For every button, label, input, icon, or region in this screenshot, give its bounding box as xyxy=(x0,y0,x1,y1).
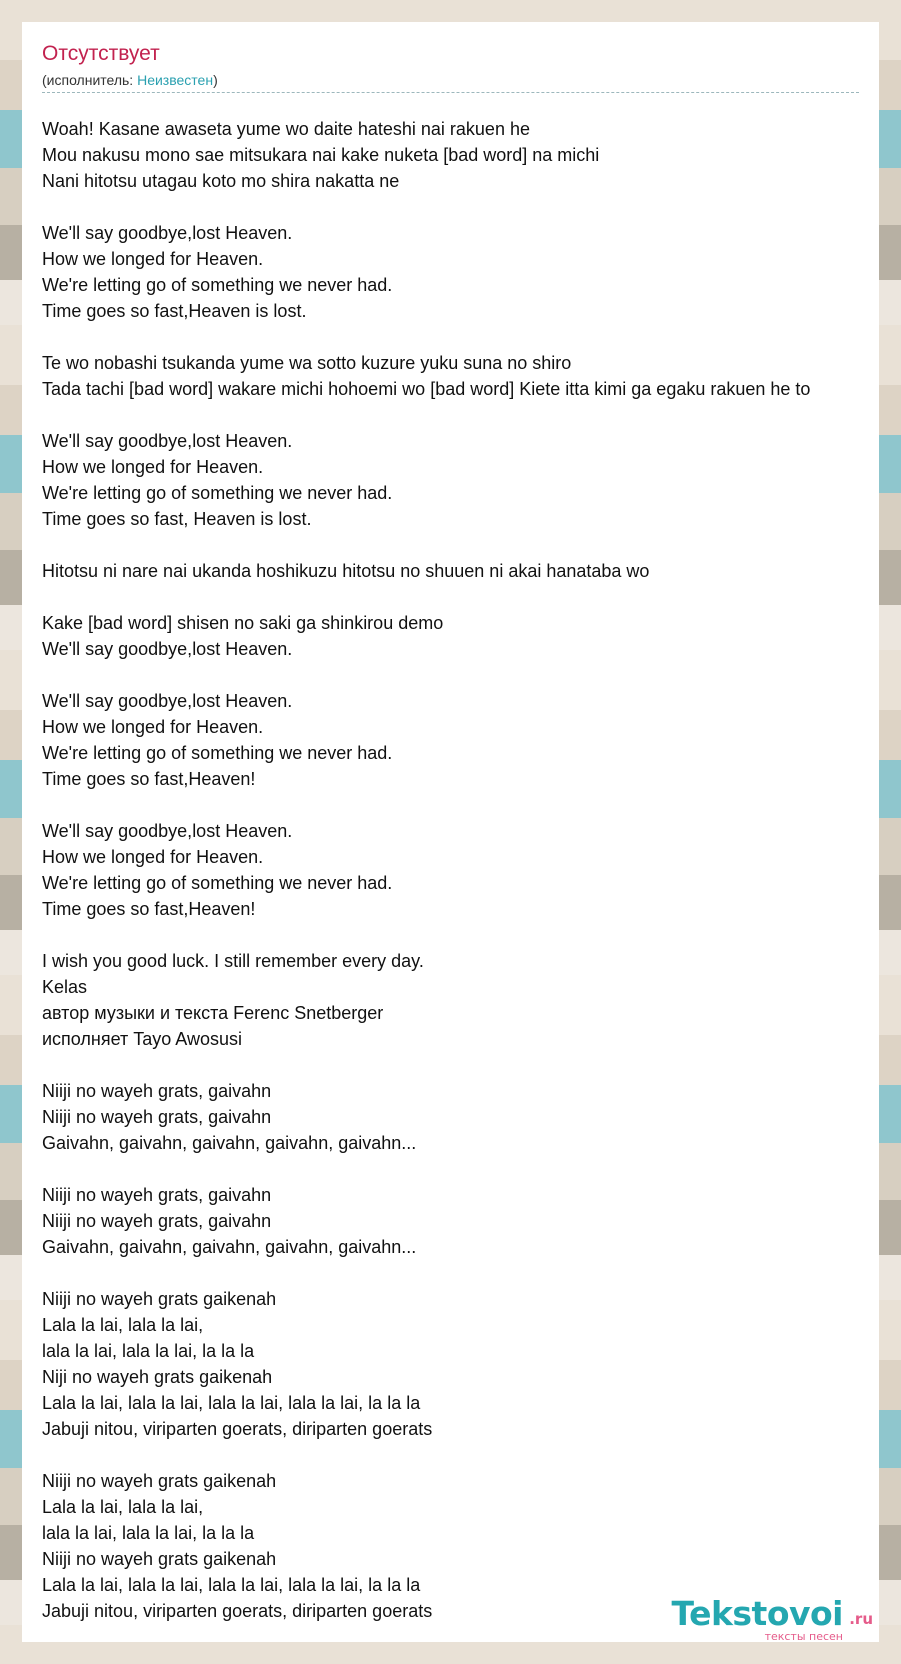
artist-line xyxy=(42,72,218,88)
lyric-line: Tada tachi [bad word] wakare michi hohoemi wo [bad word] Kiete itta kimi ga egaku rakuen he to xyxy=(42,379,811,399)
lyric-line: We're letting go of something we never had. xyxy=(42,743,393,763)
lyric-line: Niiji no wayeh grats, gaivahn xyxy=(42,1211,272,1231)
lyric-line xyxy=(42,662,879,688)
lyric-line: Woah! Kasane awaseta yume wo daite hateshi nai rakuen he xyxy=(42,119,530,139)
lyric-line: Niji no wayeh grats gaikenah xyxy=(42,1367,273,1387)
lyric-line: We're letting go of something we never had. xyxy=(42,873,393,893)
lyric-line xyxy=(42,584,879,610)
lyric-line xyxy=(42,792,879,818)
lyric-line: lala la lai, lala la lai, la la la xyxy=(42,1523,255,1543)
lyric-line: Jabuji nitou, viriparten goerats, diriparten goerats xyxy=(42,1419,433,1439)
song-title: Отсутствует xyxy=(42,42,160,65)
lyric-line: Time goes so fast, Heaven is lost. xyxy=(42,509,312,529)
lyric-line: Niiji no wayeh grats gaikenah xyxy=(42,1289,277,1309)
lyric-line: Kake [bad word] shisen no saki ga shinkirou demo xyxy=(42,613,444,633)
lyric-line: Niiji no wayeh grats, gaivahn xyxy=(42,1081,272,1101)
lyric-line xyxy=(42,532,879,558)
lyric-line: How we longed for Heaven. xyxy=(42,717,264,737)
lyric-line xyxy=(42,194,879,220)
lyric-line: Lala la lai, lala la lai, lala la lai, lala la lai, la la la xyxy=(42,1575,421,1595)
lyric-line: We're letting go of something we never had. xyxy=(42,275,393,295)
lyric-line xyxy=(42,1156,879,1182)
lyric-line xyxy=(42,1260,879,1286)
lyrics-page xyxy=(22,22,879,1642)
lyric-line: Time goes so fast,Heaven is lost. xyxy=(42,301,307,321)
lyric-line: Nani hitotsu utagau koto mo shira nakatta ne xyxy=(42,171,400,191)
lyric-line: We'll say goodbye,lost Heaven. xyxy=(42,639,293,659)
lyric-line xyxy=(42,1442,879,1468)
site-logo[interactable] xyxy=(663,1594,873,1642)
lyric-line: lala la lai, lala la lai, la la la xyxy=(42,1341,255,1361)
lyric-line: Mou nakusu mono sae mitsukara nai kake nuketa [bad word] na michi xyxy=(42,145,600,165)
lyric-line: We'll say goodbye,lost Heaven. xyxy=(42,821,293,841)
lyric-line xyxy=(42,324,879,350)
lyric-line: Jabuji nitou, viriparten goerats, diriparten goerats xyxy=(42,1601,433,1621)
lyric-line: Gaivahn, gaivahn, gaivahn, gaivahn, gaivahn... xyxy=(42,1237,417,1257)
lyric-line: Time goes so fast,Heaven! xyxy=(42,899,256,919)
logo-tagline: тексты песен xyxy=(764,1630,843,1642)
lyric-line: Niiji no wayeh grats gaikenah xyxy=(42,1549,277,1569)
header-divider xyxy=(42,92,859,93)
lyric-line: We'll say goodbye,lost Heaven. xyxy=(42,223,293,243)
lyric-line: How we longed for Heaven. xyxy=(42,249,264,269)
lyric-line: Hitotsu ni nare nai ukanda hoshikuzu hitotsu no shuuen ni akai hanataba wo xyxy=(42,561,650,581)
logo-tld: .ru xyxy=(849,1610,873,1628)
lyric-line: Lala la lai, lala la lai, lala la lai, lala la lai, la la la xyxy=(42,1393,421,1413)
lyric-line: We'll say goodbye,lost Heaven. xyxy=(42,431,293,451)
lyrics-text xyxy=(42,116,879,1624)
lyric-line: Kelas xyxy=(42,977,88,997)
lyric-line xyxy=(42,402,879,428)
lyric-line: We're letting go of something we never had. xyxy=(42,483,393,503)
lyric-line: Niiji no wayeh grats, gaivahn xyxy=(42,1107,272,1127)
lyric-line: How we longed for Heaven. xyxy=(42,457,264,477)
lyric-line: Te wo nobashi tsukanda yume wa sotto kuzure yuku suna no shiro xyxy=(42,353,572,373)
lyric-line xyxy=(42,922,879,948)
lyric-line: Time goes so fast,Heaven! xyxy=(42,769,256,789)
artist-link[interactable]: Неизвестен xyxy=(137,72,214,88)
artist-prefix: (исполнитель: xyxy=(42,72,138,88)
lyric-line: We'll say goodbye,lost Heaven. xyxy=(42,691,293,711)
lyric-line: Niiji no wayeh grats gaikenah xyxy=(42,1471,277,1491)
logo-name: Tekstovoi xyxy=(671,1594,843,1633)
lyric-line: Lala la lai, lala la lai, xyxy=(42,1497,204,1517)
lyric-line xyxy=(42,1052,879,1078)
lyric-line: Niiji no wayeh grats, gaivahn xyxy=(42,1185,272,1205)
artist-suffix: ) xyxy=(213,72,218,88)
lyric-line: How we longed for Heaven. xyxy=(42,847,264,867)
lyric-line: Lala la lai, lala la lai, xyxy=(42,1315,204,1335)
lyric-line: автор музыки и текста Ferenc Snetberger xyxy=(42,1003,384,1023)
lyric-line: Gaivahn, gaivahn, gaivahn, gaivahn, gaivahn... xyxy=(42,1133,417,1153)
lyric-line: I wish you good luck. I still remember every day. xyxy=(42,951,424,971)
lyric-line: исполняет Tayo Awosusi xyxy=(42,1029,242,1049)
